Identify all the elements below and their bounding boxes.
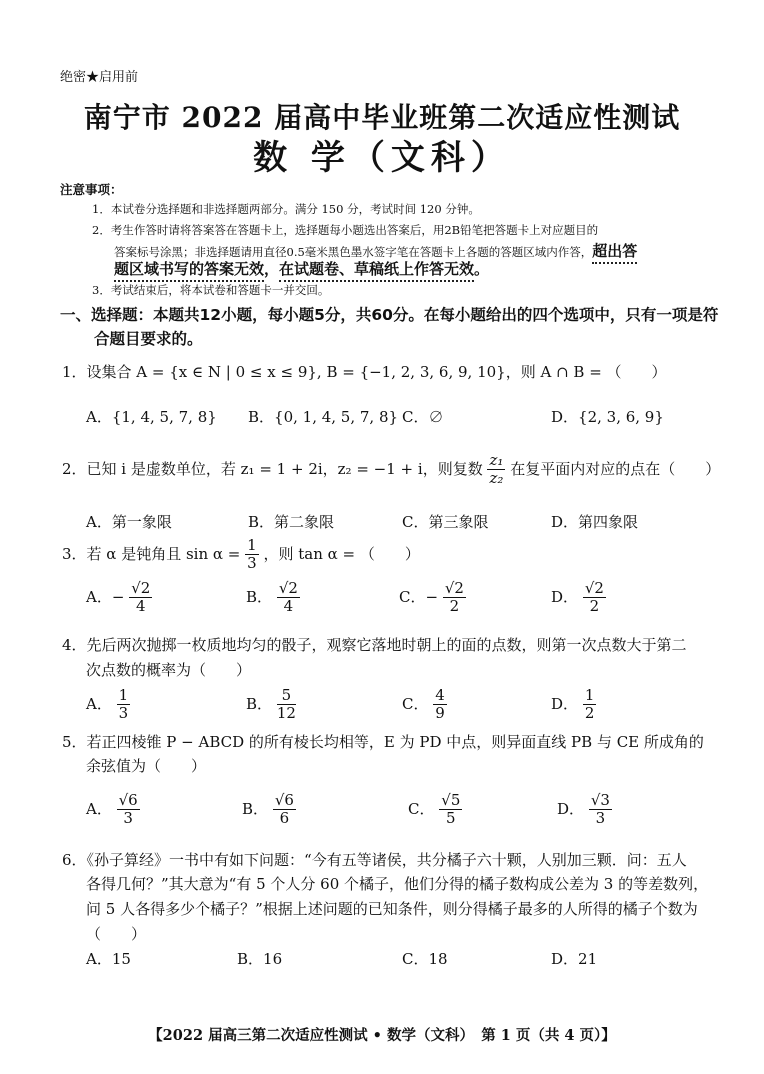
notice-emphasis-3: 在试题卷、草稿纸上作答无效 (279, 260, 474, 282)
q5-option-a (86, 792, 140, 828)
q2-option-a: A．第一象限 (86, 513, 172, 531)
q4-a-label: A． (86, 694, 112, 713)
q5-a-fraction (117, 792, 140, 828)
notice-emphasis-1: 超出答 (592, 242, 637, 264)
q1-option-a: A．{1, 4, 5, 7, 8} (86, 408, 217, 426)
question-1: 1．设集合 A = {x ∈ N | 0 ≤ x ≤ 9}, B = {−1, 2, 3, 6, 9, 10}，则 A ∩ B = （ ） (62, 363, 667, 381)
q4-d-num: 1 (584, 686, 595, 704)
notice-item-1: 1．本试卷分选择题和非选择题两部分。满分 150 分，考试时间 120 分钟。 (92, 202, 480, 216)
q2-option-d: D．第四象限 (551, 513, 639, 531)
q2-fraction (487, 452, 505, 488)
q5-b-den: 6 (279, 809, 290, 828)
q4-option-d (551, 687, 596, 723)
q4-b-label: B． (246, 694, 273, 713)
notice-emphasis-comma: ， (264, 260, 280, 278)
q4-c-fraction (433, 687, 447, 723)
q3-c-sign: − (425, 587, 439, 606)
q4-d-label: D． (551, 694, 579, 713)
q2-option-c: C．第三象限 (402, 513, 489, 531)
question-5-line-2: 余弦值为（ ） (86, 757, 207, 775)
q5-d-den: 3 (595, 809, 606, 828)
q3-frac-num: 1 (247, 536, 257, 554)
q5-d-num: √3 (590, 791, 610, 809)
q3-c-label: C． (399, 587, 426, 606)
q5-a-label: A． (86, 799, 112, 818)
q3-option-c (399, 580, 466, 616)
notice-item-2-line-3 (114, 258, 489, 279)
q4-c-label: C． (402, 694, 429, 713)
q3-c-fraction (443, 580, 466, 616)
q3-fraction (245, 537, 259, 573)
notice-item-3: 3．考试结束后，将本试卷和答题卡一并交回。 (92, 283, 330, 297)
q3-text-post: ，则 tan α = （ ） (263, 544, 420, 563)
question-2 (62, 452, 720, 488)
q3-b-label: B． (246, 587, 273, 606)
q2-option-b: B．第二象限 (248, 513, 335, 531)
q4-b-num: 5 (277, 687, 296, 705)
q5-b-fraction (273, 792, 296, 828)
q3-b-num: √2 (278, 579, 298, 597)
section-1-heading: 一、选择题：本题共12小题，每小题5分，共60分。在每小题给出的四个选项中，只有一项是符 (60, 306, 719, 324)
q4-d-fraction (583, 687, 597, 723)
q6-option-c: C．18 (402, 950, 448, 968)
q4-c-den: 9 (435, 704, 445, 723)
question-3 (62, 537, 420, 573)
q5-a-den: 3 (123, 809, 133, 828)
q4-option-b (246, 687, 296, 723)
q5-c-num: √5 (441, 791, 461, 809)
q3-a-num: √2 (131, 579, 151, 597)
q5-option-d (557, 792, 612, 828)
q5-option-c (408, 792, 462, 828)
q6-option-d: D．21 (551, 950, 598, 968)
q3-text-pre: 3．若 α 是钝角且 sin α = (62, 544, 241, 563)
q5-c-fraction (439, 792, 462, 828)
q3-option-a (86, 580, 152, 616)
q2-text-post: 在复平面内对应的点在（ ） (510, 459, 721, 478)
q5-a-num: √6 (118, 791, 138, 809)
q4-option-c (402, 687, 447, 723)
question-5-line-1: 5．若正四棱锥 P − ABCD 的所有棱长均相等，E 为 PD 中点，则异面直线 PB 与 CE 所成角的 (62, 733, 704, 751)
q6-option-a: A．15 (86, 950, 131, 968)
q3-option-b (246, 580, 300, 616)
q3-d-num: √2 (584, 579, 604, 597)
q5-option-b (242, 792, 296, 828)
notice-emphasis-2: 题区域书写的答案无效 (114, 260, 264, 282)
q3-a-fraction (129, 580, 152, 616)
notice-emphasis-period: 。 (474, 260, 490, 278)
q4-a-num: 1 (118, 686, 129, 704)
q5-b-label: B． (242, 799, 269, 818)
q3-b-fraction (277, 580, 300, 616)
q5-c-label: C． (408, 799, 435, 818)
q3-d-label: D． (551, 587, 579, 606)
question-4-line-1: 4．先后两次抛掷一枚质地均匀的骰子，观察它落地时朝上的面的点数，则第一次点数大于第二 (62, 636, 687, 654)
q4-b-den: 12 (276, 704, 296, 723)
q3-c-den: 2 (449, 597, 460, 616)
exam-subject: 数 学（文科） (253, 138, 511, 178)
q4-a-den: 3 (118, 704, 129, 723)
q4-d-den: 2 (584, 704, 595, 723)
q4-a-fraction (117, 687, 131, 723)
q4-option-a (86, 687, 130, 723)
q1-option-b: B．{0, 1, 4, 5, 7, 8} (248, 408, 399, 426)
notice-item-2-line-1: 2．考生作答时请将答案答在答题卡上，选择题每小题选出答案后，用2B铅笔把答题卡上对应题目的 (92, 223, 599, 237)
q1-option-d: D．{2, 3, 6, 9} (551, 408, 664, 426)
q3-option-d (551, 580, 606, 616)
q1-option-c: C．∅ (402, 408, 444, 426)
q3-frac-den: 3 (247, 554, 257, 573)
q3-c-num: √2 (444, 579, 464, 597)
q2-text-pre: 2．已知 i 是虚数单位，若 z₁ = 1 + 2i，z₂ = −1 + i，则复数 (62, 459, 483, 478)
notice-item-2-text: 答案标号涂黑；非选择题请用直径0.5毫米黑色墨水签字笔在答题卡上各题的答题区域内作答， (114, 245, 593, 259)
q2-frac-num: z₁ (489, 451, 504, 469)
q2-frac-den: z₂ (489, 469, 504, 488)
q5-d-fraction (589, 792, 612, 828)
q3-a-label: A． (86, 587, 112, 606)
question-6-line-4: （ ） (86, 925, 147, 943)
confidential-mark: 绝密★启用前 (60, 70, 139, 85)
exam-title: 南宁市 2022 届高中毕业班第二次适应性测试 (83, 101, 681, 134)
q4-b-fraction (277, 687, 296, 723)
q4-c-num: 4 (435, 686, 445, 704)
question-6-line-2: 各得几何？”其大意为“有 5 个人分 60 个橘子，他们分得的橘子数构成公差为 3 的等差数列， (86, 875, 709, 893)
notice-heading: 注意事项： (60, 182, 123, 197)
page-footer: 【2022 届高三第二次适应性测试 • 数学（文科） 第 1 页（共 4 页）】 (148, 1027, 616, 1044)
q3-a-sign: − (111, 587, 125, 606)
question-4-line-2: 次点数的概率为（ ） (86, 661, 252, 679)
q3-d-den: 2 (589, 597, 600, 616)
question-6-line-1: 6．《孙子算经》一书中有如下问题：“今有五等诸侯，共分橘子六十颗，人别加三颗．问：五人 (62, 851, 687, 869)
question-6-line-3: 问 5 人各得多少个橘子？”根据上述问题的已知条件，则分得橘子最多的人所得的橘子个数为 (86, 900, 698, 918)
q5-b-num: √6 (274, 791, 294, 809)
q3-d-fraction (583, 580, 606, 616)
section-1-heading-cont: 合题目要求的。 (94, 330, 203, 348)
q3-a-den: 4 (135, 597, 146, 616)
q6-option-b: B．16 (237, 950, 283, 968)
q5-d-label: D． (557, 799, 585, 818)
q5-c-den: 5 (446, 809, 456, 828)
q3-b-den: 4 (283, 597, 294, 616)
